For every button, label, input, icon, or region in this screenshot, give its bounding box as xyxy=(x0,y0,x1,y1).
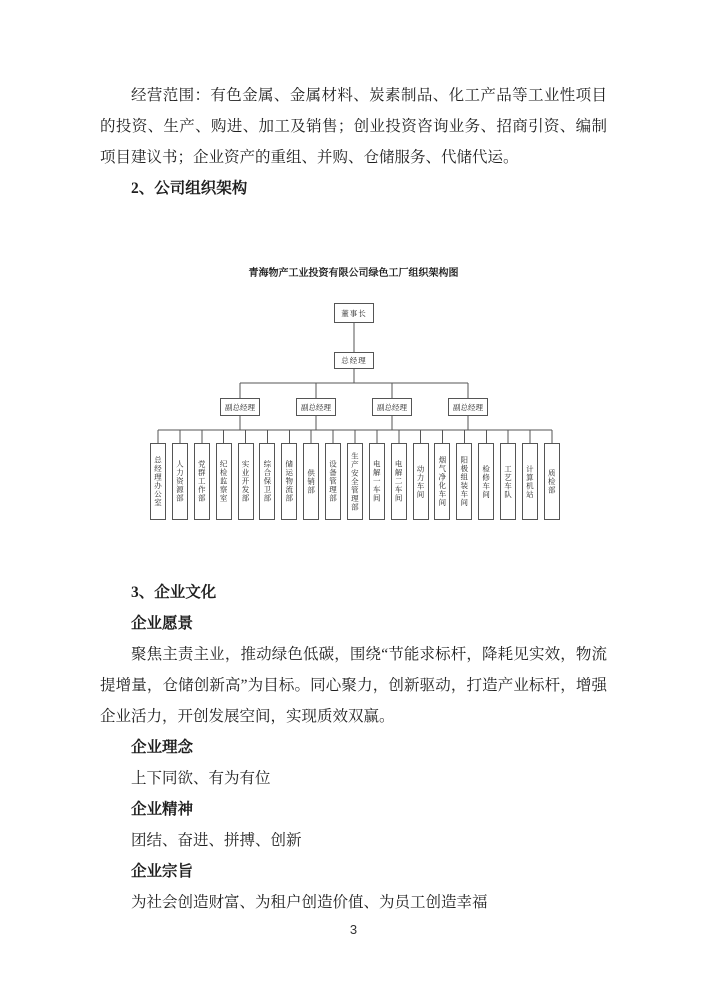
org-node-department: 工艺车队 xyxy=(500,443,516,520)
org-deputy-row xyxy=(220,398,488,416)
philosophy-paragraph: 上下同欲、有为有位 xyxy=(131,770,271,787)
tenet-paragraph: 为社会创造财富、为租户创造价值、为员工创造幸福 xyxy=(131,894,488,911)
org-node-department: 烟气净化车间 xyxy=(434,443,450,520)
vision-paragraph: 聚焦主责主业，推动绿色低碳，围绕“节能求标杆，降耗见实效，物流提增量，仓储创新高”为目标。同心聚力，创新驱动，打造产业标杆，增强企业活力，开创发展空间，实现质效双赢。 xyxy=(100,646,607,725)
org-node-department: 总经理办公室 xyxy=(150,443,166,520)
org-node-department: 检修车间 xyxy=(478,443,494,520)
org-department-row xyxy=(150,443,560,520)
org-node-deputy: 副总经理 xyxy=(220,398,260,416)
org-node-chairman: 董事长 xyxy=(334,303,374,323)
spirit-paragraph: 团结、奋进、拼搏、创新 xyxy=(131,832,302,849)
culture-section xyxy=(100,577,607,918)
org-node-department: 纪检监察室 xyxy=(216,443,232,520)
org-node-department: 动力车间 xyxy=(413,443,429,520)
org-node-department: 供销部 xyxy=(303,443,319,520)
org-node-department: 生产安全管理部 xyxy=(347,443,363,520)
org-chart xyxy=(0,260,707,540)
org-node-deputy: 副总经理 xyxy=(372,398,412,416)
org-node-department: 电解一车间 xyxy=(369,443,385,520)
org-node-department: 质检部 xyxy=(544,443,560,520)
org-node-department: 综合保卫部 xyxy=(259,443,275,520)
org-node-department: 实业开发部 xyxy=(238,443,254,520)
subheading-tenet: 企业宗旨 xyxy=(131,863,194,880)
org-node-deputy: 副总经理 xyxy=(296,398,336,416)
org-node-department: 储运物流部 xyxy=(281,443,297,520)
org-node-department: 阳极组装车间 xyxy=(456,443,472,520)
org-node-department: 人力资源部 xyxy=(172,443,188,520)
subheading-vision: 企业愿景 xyxy=(131,615,194,632)
org-node-general-manager: 总经理 xyxy=(334,352,374,369)
subheading-philosophy: 企业理念 xyxy=(131,739,194,756)
org-node-department: 党群工作部 xyxy=(194,443,210,520)
page-number: 3 xyxy=(349,922,358,937)
heading-org-structure: 2、公司组织架构 xyxy=(131,180,248,197)
subheading-spirit: 企业精神 xyxy=(131,801,194,818)
business-scope-paragraph: 经营范围：有色金属、金属材料、炭素制品、化工产品等工业性项目的投资、生产、购进、加工及销售；创业投资咨询业务、招商引资、编制项目建议书；企业资产的重组、并购、仓储服务、代储代运。 xyxy=(100,87,607,166)
org-node-department: 电解二车间 xyxy=(391,443,407,520)
org-node-department: 设备管理部 xyxy=(325,443,341,520)
org-node-deputy: 副总经理 xyxy=(448,398,488,416)
heading-culture: 3、企业文化 xyxy=(131,584,217,601)
org-node-department: 计算机站 xyxy=(522,443,538,520)
org-chart-title: 青海物产工业投资有限公司绿色工厂组织架构图 xyxy=(248,268,459,279)
